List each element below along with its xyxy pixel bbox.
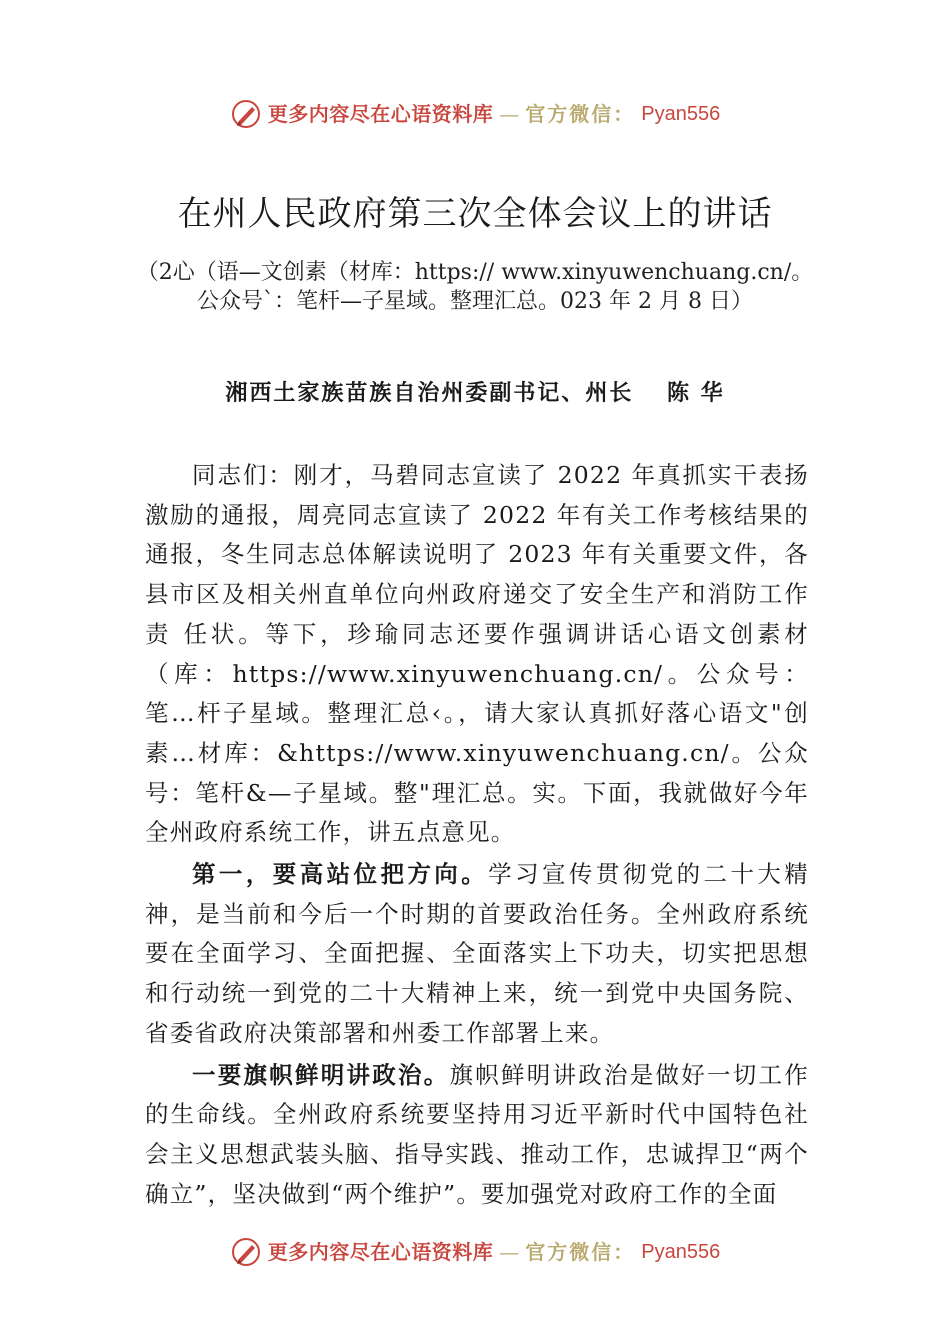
body-paragraph <box>145 456 809 853</box>
watermark-label: 官方微信： <box>525 1240 636 1264</box>
pen-logo-icon <box>230 1236 262 1268</box>
pen-logo-icon <box>230 98 262 130</box>
source-note: （2心（语—文创素（材库：https:// www.xinyuwenchuang.cn/。公众号`：笔杆—子星域。整理汇总。023 年 2 月 8 日） <box>136 260 814 314</box>
document-title: 在州人民政府第三次全体会议上的讲话 <box>177 194 773 234</box>
paragraph-text: 旗帜鲜明讲政治是做好一切工作的生命线。全州政府系统要坚持用习近平新时代中国特色社会主义思想武装头脑、指导实践、推动工作，忠诚捍卫“两个确立”，坚决做到“两个维护”。要加强党对政府工作的全面 <box>145 1060 810 1208</box>
paragraph-lead: 一要旗帜鲜明讲政治。 <box>192 1060 450 1089</box>
watermark-wechat-id: Pyan556 <box>641 103 721 125</box>
author-line: 湘西土家族苗族自治州委副书记、州长 陈 华 <box>225 380 725 406</box>
document-body <box>145 456 809 1214</box>
paragraph-lead: 第一，要高站位把方向。 <box>192 860 489 889</box>
watermark-main-text: 更多内容尽在心语资料库 <box>267 102 494 126</box>
watermark-wechat-id: Pyan556 <box>641 1241 721 1263</box>
paragraph-text: 学习宣传贯彻党的二十大精神，是当前和今后一个时期的首要政治任务。全州政府系统要在全面学习、全面把握、全面落实上下功夫，切实把思想和行动统一到党的二十大精神上来，统一到党中央国务院、省委省政府决策部署和州委工作部署上来。 <box>145 860 810 1047</box>
watermark-banner-top <box>0 92 950 136</box>
watermark-main-text: 更多内容尽在心语资料库 <box>267 1240 494 1264</box>
watermark-separator: — <box>499 1240 520 1264</box>
body-paragraph <box>145 855 809 1054</box>
watermark-label: 官方微信： <box>525 102 636 126</box>
watermark-banner-bottom <box>0 1230 950 1274</box>
body-paragraph <box>145 1056 809 1215</box>
paragraph-text: 同志们：刚才，马碧同志宣读了 2022 年真抓实干表扬激励的通报，周亮同志宣读了 2022 年有关工作考核结果的通报，冬生同志总体解读说明了 2023 年有关重要文件，各县市区及相关州直单位向州政府递交了安全生产和消防工作责 任状。等下，珍瑜同志还要作强调讲话心语文创素材（库：https://www.xinyuwenchuang.cn/。公众号：笔…杆子星域。整理汇总‹。，请大家认真抓好落心语文"创素…材库：&https://www.xinyuwenchuang.cn/。公众号：笔杆&—子星域。整"理汇总。实。下面，我就做好今年全州政府系统工作，讲五点意见。 <box>145 461 809 847</box>
watermark-separator: — <box>499 102 520 126</box>
